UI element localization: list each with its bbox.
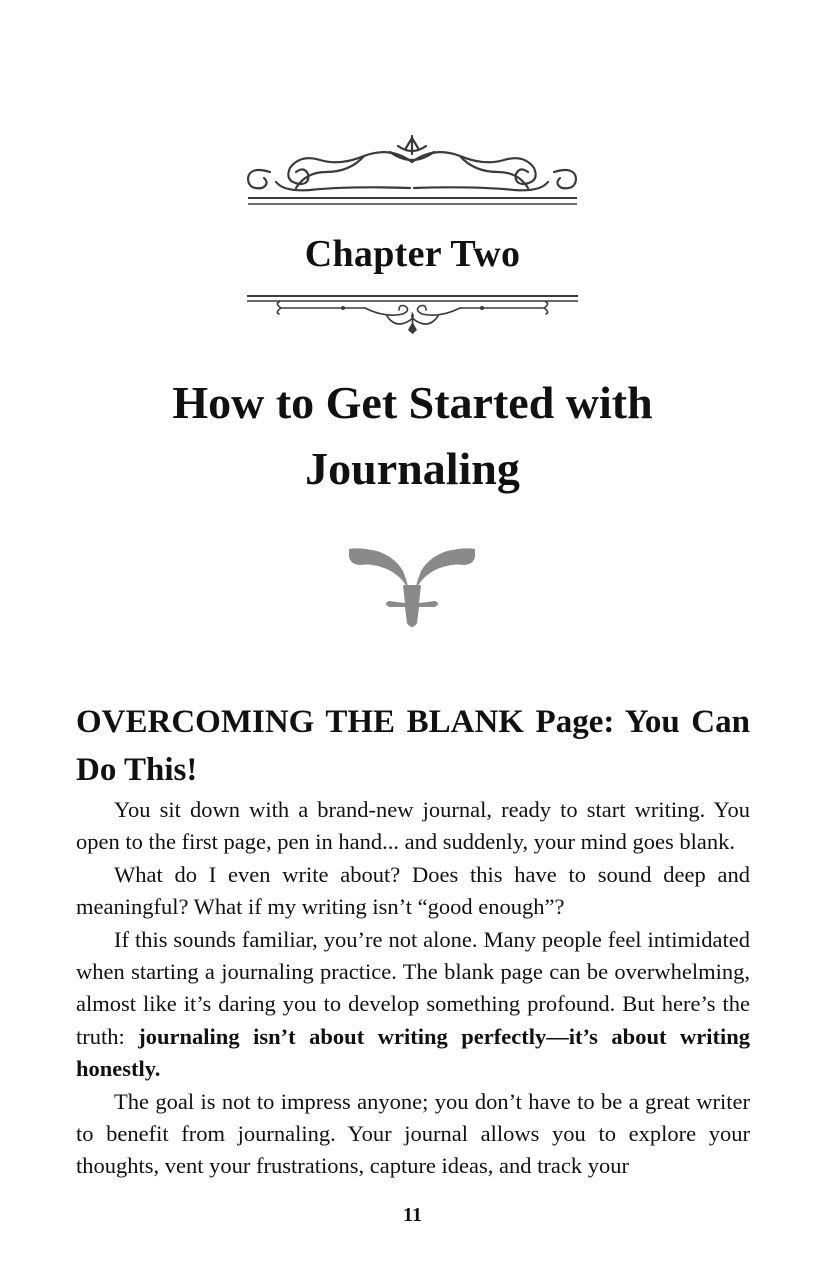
page-number: 11	[403, 1204, 422, 1226]
fleuron-icon	[347, 545, 477, 629]
flourish-ornament-icon	[240, 132, 585, 210]
emphasized-text: journaling isn’t about writing perfectly—it’s about writing honestly.	[76, 1023, 750, 1082]
body-content	[76, 698, 750, 1183]
chapter-title-line-1: How to Get Started with	[172, 377, 653, 428]
paragraph: The goal is not to impress anyone; you don’t have to be a great writer to benefit from journaling. Your journal allows you to explore your thoughts, vent your frustrations, capture ideas, and track your	[76, 1088, 750, 1179]
chapter-title-line-2: Journaling	[305, 443, 520, 494]
chapter-title	[100, 370, 725, 502]
flourish-divider-icon	[245, 292, 580, 334]
paragraph	[76, 924, 750, 1086]
paragraph: What do I even write about? Does this have to sound deep and meaningful? What if my writing isn’t “good enough”?	[76, 861, 750, 920]
section-heading: OVERCOMING THE BLANK Page: You Can Do This!	[76, 704, 750, 788]
paragraph: You sit down with a brand-new journal, ready to start writing. You open to the first page, pen in hand... and suddenly, your mind goes blank.	[76, 797, 750, 855]
chapter-label: Chapter Two	[304, 233, 521, 275]
paragraph-text: If this sounds familiar, you’re not alone. Many people feel intimidated when starting a journaling practice. The blank page can be overwhelming, almost like it’s daring you to develop something profound. But here’s the truth:	[76, 926, 750, 1049]
